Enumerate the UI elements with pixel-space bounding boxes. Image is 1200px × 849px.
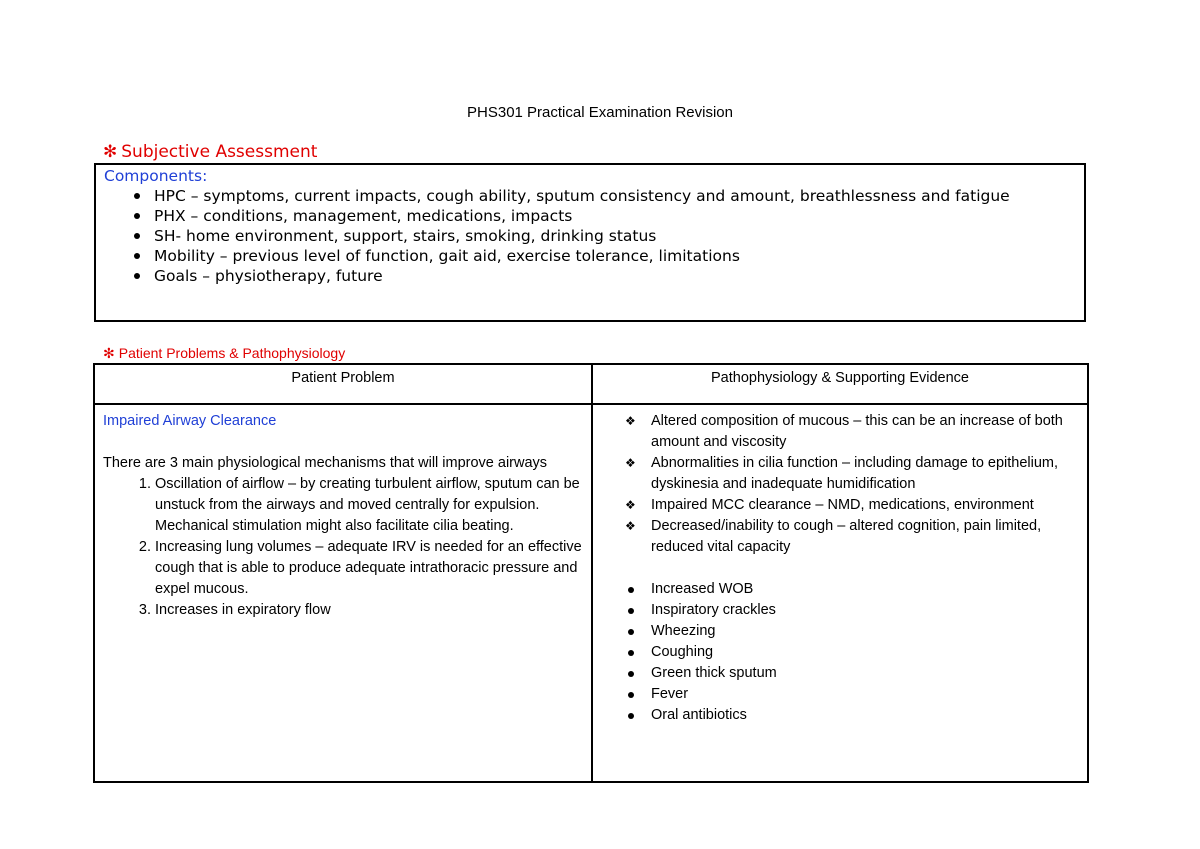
list-item: Oral antibiotics <box>651 705 1079 726</box>
components-label: Components: <box>104 167 208 185</box>
list-item: Inspiratory crackles <box>651 600 1079 621</box>
spacer <box>601 558 1079 579</box>
list-item: HPC – symptoms, current impacts, cough ability, sputum consistency and amount, breathlessness and fatigue <box>154 186 1084 206</box>
list-item: Increased WOB <box>651 579 1079 600</box>
pathophysiology-list <box>601 411 1079 558</box>
components-list <box>96 186 1084 286</box>
problems-table <box>93 363 1089 783</box>
list-item: ❖ Impaired MCC clearance – NMD, medications, environment <box>651 495 1079 516</box>
patient-problems-heading <box>103 345 345 362</box>
list-item: Goals – physiotherapy, future <box>154 266 1084 286</box>
table-header-row <box>94 364 1088 404</box>
pathophysiology-cell <box>592 404 1088 782</box>
column-header-patient-problem: Patient Problem <box>94 364 592 404</box>
problem-title: Impaired Airway Clearance <box>103 413 277 429</box>
list-item: Mobility – previous level of function, gait aid, exercise tolerance, limitations <box>154 246 1084 266</box>
asterisk-icon: ✻ <box>103 142 118 162</box>
evidence-list <box>601 579 1079 726</box>
components-box <box>94 163 1086 322</box>
subjective-assessment-heading <box>103 142 317 162</box>
mechanisms-list <box>103 474 583 621</box>
list-item: ❖ Altered composition of mucous – this can be an increase of both amount and viscosity <box>651 411 1079 453</box>
patient-problem-cell <box>94 404 592 782</box>
asterisk-icon: ✻ <box>103 345 115 361</box>
list-item: SH- home environment, support, stairs, smoking, drinking status <box>154 226 1084 246</box>
mechanisms-intro: There are 3 main physiological mechanisms that will improve airways <box>103 455 548 471</box>
list-item: Wheezing <box>651 621 1079 642</box>
subjective-heading-text: Subjective Assessment <box>121 142 318 162</box>
list-item: ❖ Abnormalities in cilia function – including damage to epithelium, dyskinesia and inadequate humidification <box>651 453 1079 495</box>
patient-problems-heading-text: Patient Problems & Pathophysiology <box>118 345 346 361</box>
list-item: Green thick sputum <box>651 663 1079 684</box>
list-item: PHX – conditions, management, medications, impacts <box>154 206 1084 226</box>
column-header-pathophysiology: Pathophysiology & Supporting Evidence <box>592 364 1088 404</box>
table-row <box>94 404 1088 782</box>
list-item: Coughing <box>651 642 1079 663</box>
list-item: ❖ Decreased/inability to cough – altered cognition, pain limited, reduced vital capacity <box>651 516 1079 558</box>
list-item: Fever <box>651 684 1079 705</box>
list-item: 3. Increases in expiratory flow <box>155 600 583 621</box>
list-item: 1. Oscillation of airflow – by creating turbulent airflow, sputum can be unstuck from the airways and moved centrally for expulsion. Mechanical stimulation might also facilitate cilia beating. <box>155 474 583 537</box>
list-item: 2. Increasing lung volumes – adequate IRV is needed for an effective cough that is able to produce adequate intrathoracic pressure and expel mucous. <box>155 537 583 600</box>
document-title: PHS301 Practical Examination Revision <box>467 104 733 121</box>
